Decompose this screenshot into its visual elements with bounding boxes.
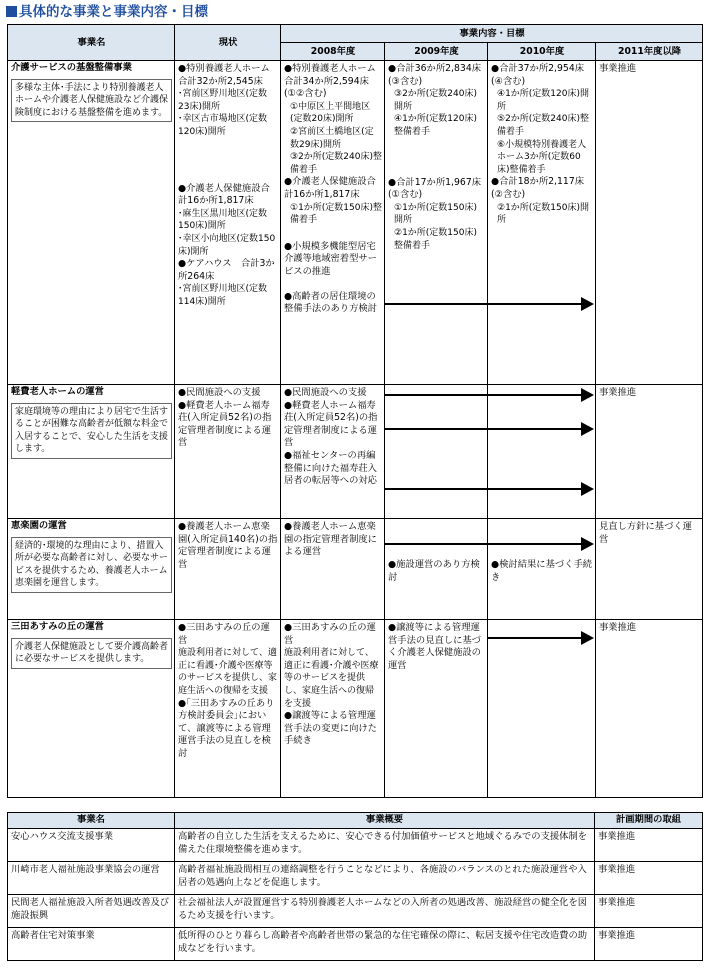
y2011-cell: 事業推進 [596, 620, 703, 798]
project-cell [8, 620, 175, 798]
t2-name: 民間老人福祉施設入所者処遇改善及び施設振興 [8, 895, 175, 928]
t2-name: 高齢者住宅対策事業 [8, 928, 175, 961]
continue-arrow [384, 428, 592, 430]
table-row [8, 61, 703, 385]
t2-header-name: 事業名 [8, 813, 175, 829]
table-row [8, 385, 703, 519]
project-name: 介護サービスの基盤整備事業 [11, 62, 132, 73]
t2-plan: 事業推進 [595, 829, 703, 862]
table-row [8, 895, 703, 928]
t2-header-summary: 事業概要 [175, 813, 595, 829]
t2-plan: 事業推進 [595, 895, 703, 928]
y2008-cell: ●特別養護老人ホーム合計34か所2,594床(①②含む) ①中原区上平間地区(定数20床)開所 ②宮前区土橋地区(定数29床)開所 ③2か所(定数240床)整備着手 ●介護老人保健施設合計16か所1,817床 ①1か所(定数150床)整備着手 ●小規模多機能型居宅介護等地域密着型サービスの推進 ●高齢者の居住環境の整備手法のあり方検討 [281, 61, 385, 385]
square-bullet-icon [6, 6, 17, 17]
project-description: 経済的･環境的な理由により、措置入所が必要な高齢者に対し、必要なサービスを提供するため、養護老人ホーム恵楽園を運営します。 [11, 537, 172, 593]
header-2011: 2011年度以降 [596, 43, 703, 61]
project-description: 介護老人保健施設として要介護高齢者に必要なサービスを提供します。 [11, 638, 172, 669]
y2011-cell: 事業推進 [596, 61, 703, 385]
y2009-cell: ●施設運営のあり方検討 [385, 519, 488, 620]
header-2008: 2008年度 [281, 43, 385, 61]
project-cell [8, 61, 175, 385]
project-cell [8, 519, 175, 620]
table-row [8, 928, 703, 961]
t2-name: 安心ハウス交流支援事業 [8, 829, 175, 862]
t2-summary: 高齢者福祉施設間相互の連絡調整を行うことなどにより、各施設のバランスのとれた施設運営や入居者の処遇向上などを促進します。 [175, 862, 595, 895]
y2011-cell: 見直し方針に基づく運営 [596, 519, 703, 620]
current-cell: ●三田あすみの丘の運営 施設利用者に対して、適正に看護･介護や医療等のサービスを提供し、家庭生活への復帰を支援 ●｢三田あすみの丘あり方検討委員会｣において、譲渡等による管理運営手法の見直しを検討 [175, 620, 281, 798]
table-row [8, 620, 703, 798]
header-2009: 2009年度 [385, 43, 488, 61]
continue-arrow [384, 488, 592, 490]
page-title: 具体的な事業と事業内容・目標 [6, 3, 208, 21]
y2010-cell: ●検討結果に基づく手続き [488, 519, 596, 620]
project-name: 三田あすみの丘の運営 [11, 621, 104, 632]
t2-header-plan: 計画期間の取組 [595, 813, 703, 829]
table-row [8, 519, 703, 620]
y2008-cell: ●民間施設への支援 ●軽費老人ホーム福寿荘(入所定員52名)の指定管理者制度による運営 ●福祉センターの再編整備に向けた福寿荘入居者の転居等への対応 [281, 385, 385, 519]
t2-summary: 低所得のひとり暮らし高齢者や高齢者世帯の緊急的な住宅確保の際に、転居支援や住宅改造費の助成などを行います。 [175, 928, 595, 961]
header-project: 事業名 [8, 25, 175, 61]
table-row [8, 862, 703, 895]
header-2010: 2010年度 [488, 43, 596, 61]
project-description: 多様な主体･手法により特別養護老人ホームや介護老人保健施設など介護保険制度における基盤整備を進めます。 [11, 79, 172, 123]
project-name: 恵楽園の運営 [11, 520, 67, 531]
project-description: 家庭環境等の理由により居宅で生活することが困難な高齢者が低額な料金で入居することで、安心した生活を支援します。 [11, 403, 172, 459]
project-name: 軽費老人ホームの運営 [11, 386, 104, 397]
continue-arrow [384, 394, 592, 396]
continue-arrow [384, 303, 592, 305]
continue-arrow [384, 543, 592, 545]
table-row [8, 829, 703, 862]
t2-plan: 事業推進 [595, 862, 703, 895]
project-cell [8, 385, 175, 519]
y2008-cell: ●三田あすみの丘の運営 施設利用者に対して、適正に看護･介護や医療等のサービスを提供し、家庭生活への復帰を支援 ●譲渡等による管理運営手法の変更に向けた手続き [281, 620, 385, 798]
y2009-cell: ●譲渡等による管理運営手法の見直しに基づく介護老人保健施設の運営 [385, 620, 488, 798]
y2010-cell: ●合計37か所2,954床(④含む) ④1か所(定数120床)開所 ⑤2か所(定数240床)整備着手 ⑥小規模特別養護老人ホーム3か所(定数60床)整備着手 ●合計18か所2,117床(②含む) ②1か所(定数150床)開所 [488, 61, 596, 385]
t2-summary: 高齢者の自立した生活を支えるために、安心できる付加価値サービスと地域ぐるみでの支援体制を備えた住環境整備を進めます。 [175, 829, 595, 862]
summary-table [7, 812, 703, 961]
current-cell: ●特別養護老人ホーム 合計32か所2,545床 ･宮前区野川地区(定数23床)開所 ･幸区古市場地区(定数120床)開所 ●介護老人保健施設合計16か所1,817床 ･麻生区黒川地区(定数150床)開所 ･幸区小向地区(定数150床)開所 ●ケアハウス 合計3か所264床 ･宮前区野川地区(定数114床)開所 [175, 61, 281, 385]
t2-plan: 事業推進 [595, 928, 703, 961]
y2009-cell: ●合計36か所2,834床(③含む) ③2か所(定数240床)開所 ④1か所(定数120床)整備着手 ●合計17か所1,967床(①含む) ①1か所(定数150床)開所 ②1か所(定数150床)整備着手 [385, 61, 488, 385]
current-cell: ●養護老人ホーム恵楽園(入所定員140名)の指定管理者制度による運営 [175, 519, 281, 620]
y2011-cell: 事業推進 [596, 385, 703, 519]
continue-arrow [488, 637, 592, 639]
header-goals: 事業内容・目標 [281, 25, 703, 43]
y2008-cell: ●養護老人ホーム恵楽園の指定管理者制度による運営 [281, 519, 385, 620]
header-current: 現状 [175, 25, 281, 61]
main-table [7, 24, 703, 798]
t2-summary: 社会福祉法人が設置運営する特別養護老人ホームなどの入所者の処遇改善、施設経営の健全化を図るため支援を行います。 [175, 895, 595, 928]
current-cell: ●民間施設への支援 ●軽費老人ホーム福寿荘(入所定員52名)の指定管理者制度による運営 [175, 385, 281, 519]
t2-name: 川崎市老人福祉施設事業協会の運営 [8, 862, 175, 895]
